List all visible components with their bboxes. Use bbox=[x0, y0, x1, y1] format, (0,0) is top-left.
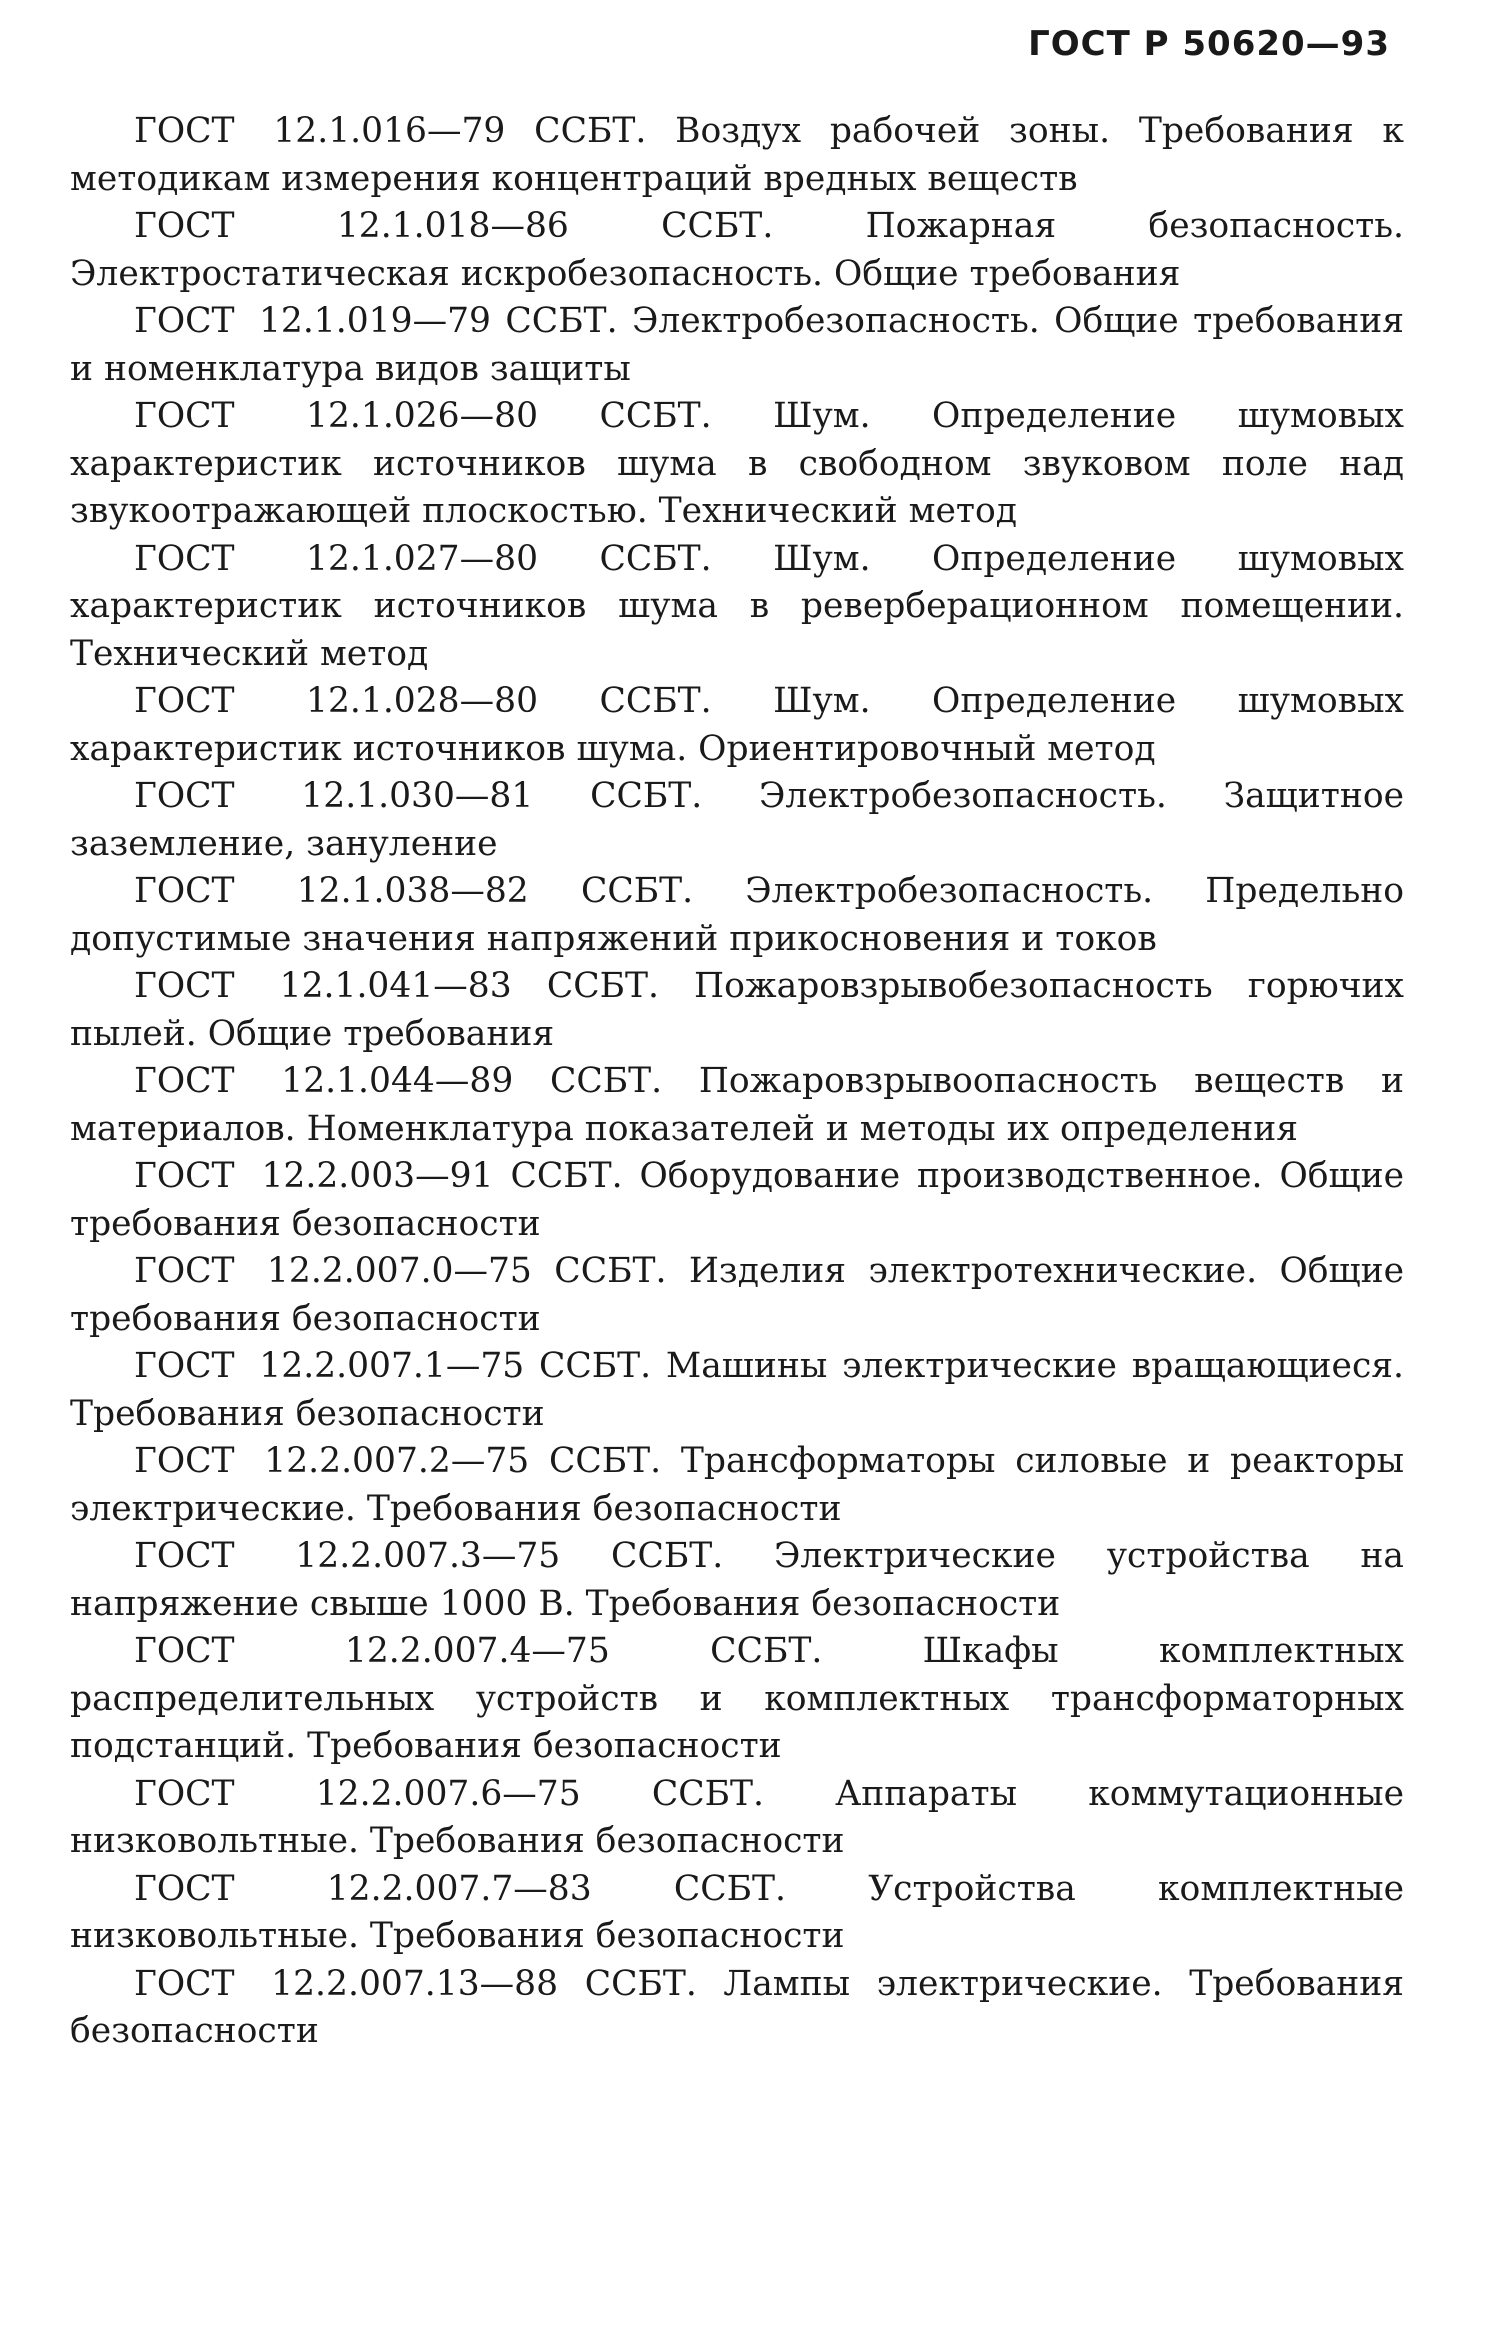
reference-item bbox=[70, 1248, 1404, 1343]
reference-code: ГОСТ 12.1.041—83 bbox=[134, 966, 512, 1006]
reference-item bbox=[70, 868, 1404, 963]
reference-item bbox=[70, 298, 1404, 393]
reference-title: ССБТ. Пожаровзрывоопасность веществ и материалов. Номенклатура показателей и методы их определения bbox=[70, 1061, 1405, 1149]
reference-title: ССБТ. Электробезопасность. Защитное заземление, зануление bbox=[70, 776, 1405, 864]
reference-title: ССБТ. Воздух рабочей зоны. Требования к методикам измерения концентраций вредных веществ bbox=[70, 111, 1404, 199]
reference-code: ГОСТ 12.1.044—89 bbox=[134, 1061, 514, 1101]
reference-item bbox=[70, 1533, 1404, 1628]
reference-code: ГОСТ 12.1.018—86 bbox=[134, 206, 569, 246]
reference-title: ССБТ. Шум. Определение шумовых характеристик источников шума. Ориентировочный метод bbox=[70, 681, 1404, 769]
reference-title: ССБТ. Устройства комплектные низковольтные. Требования безопасности bbox=[70, 1868, 1405, 1956]
reference-code: ГОСТ 12.2.007.13—88 bbox=[134, 1963, 559, 2004]
reference-code: ГОСТ 12.1.030—81 bbox=[134, 776, 534, 816]
reference-title: ССБТ. Электробезопасность. Предельно допустимые значения напряжений прикосновения и токов bbox=[70, 871, 1405, 959]
reference-title: ССБТ. Изделия электротехнические. Общие требования безопасности bbox=[70, 1251, 1404, 1339]
reference-code: ГОСТ 12.2.007.6—75 bbox=[134, 1773, 581, 1814]
reference-title: ССБТ. Оборудование производственное. Общие требования безопасности bbox=[70, 1156, 1404, 1244]
reference-code: ГОСТ 12.1.026—80 bbox=[134, 396, 539, 436]
reference-code: ГОСТ 12.1.038—82 bbox=[134, 871, 529, 911]
reference-item bbox=[70, 1343, 1404, 1438]
reference-item bbox=[70, 1058, 1404, 1153]
reference-item bbox=[70, 1961, 1404, 2056]
reference-title: ССБТ. Трансформаторы силовые и реакторы электрические. Требования безопасности bbox=[70, 1441, 1405, 1529]
reference-title: ССБТ. Машины электрические вращающиеся. Требования безопасности bbox=[70, 1346, 1405, 1434]
reference-code: ГОСТ 12.2.007.7—83 bbox=[134, 1868, 592, 1909]
reference-item bbox=[70, 1153, 1404, 1248]
reference-item bbox=[70, 108, 1404, 203]
reference-title: ССБТ. Шум. Определение шумовых характеристик источников шума в свободном звуковом поле над звукоотражающей плоскостью. Технический метод bbox=[70, 396, 1404, 531]
reference-title: ССБТ. Электробезопасность. Общие требования и номенклатура видов защиты bbox=[70, 301, 1404, 389]
reference-item bbox=[70, 1771, 1404, 1866]
reference-item bbox=[70, 1866, 1404, 1961]
reference-code: ГОСТ 12.1.027—80 bbox=[134, 538, 539, 579]
reference-item bbox=[70, 203, 1404, 298]
reference-code: ГОСТ 12.2.007.0—75 bbox=[134, 1251, 532, 1291]
reference-item bbox=[70, 678, 1404, 773]
reference-code: ГОСТ 12.1.019—79 bbox=[134, 301, 491, 341]
document-number-header: ГОСТ Р 50620—93 bbox=[1028, 24, 1390, 64]
reference-item bbox=[70, 963, 1404, 1058]
reference-code: ГОСТ 12.2.007.3—75 bbox=[134, 1536, 561, 1576]
reference-title: ССБТ. Аппараты коммутационные низковольтные. Требования безопасности bbox=[70, 1773, 1405, 1861]
reference-title: ССБТ. Пожаровзрывобезопасность горючих пылей. Общие требования bbox=[70, 966, 1404, 1054]
reference-code: ГОСТ 12.1.028—80 bbox=[134, 681, 539, 721]
reference-item bbox=[70, 1628, 1404, 1771]
reference-title: ССБТ. Лампы электрические. Требования безопасности bbox=[70, 1963, 1404, 2051]
reference-code: ГОСТ 12.2.003—91 bbox=[134, 1156, 494, 1196]
reference-item bbox=[70, 393, 1404, 536]
reference-code: ГОСТ 12.2.007.1—75 bbox=[134, 1346, 525, 1386]
reference-title: ССБТ. Электрические устройства на напряжение свыше 1000 В. Требования безопасности bbox=[70, 1536, 1404, 1624]
reference-code: ГОСТ 12.2.007.2—75 bbox=[134, 1441, 530, 1481]
reference-code: ГОСТ 12.2.007.4—75 bbox=[134, 1631, 610, 1671]
reference-item bbox=[70, 773, 1404, 868]
reference-title: ССБТ. Шум. Определение шумовых характеристик источников шума в реверберационном помещении. Технический метод bbox=[70, 538, 1404, 674]
reference-code: ГОСТ 12.1.016—79 bbox=[134, 111, 506, 151]
reference-item bbox=[70, 1438, 1404, 1533]
reference-title: ССБТ. Пожарная безопасность. Электростатическая искробезопасность. Общие требования bbox=[70, 206, 1405, 294]
reference-item bbox=[70, 536, 1404, 679]
reference-title: ССБТ. Шкафы комплектных распределительных устройств и комплектных трансформаторных подстанций. Требования безопасности bbox=[70, 1631, 1404, 1766]
normative-references-list bbox=[70, 108, 1404, 2056]
